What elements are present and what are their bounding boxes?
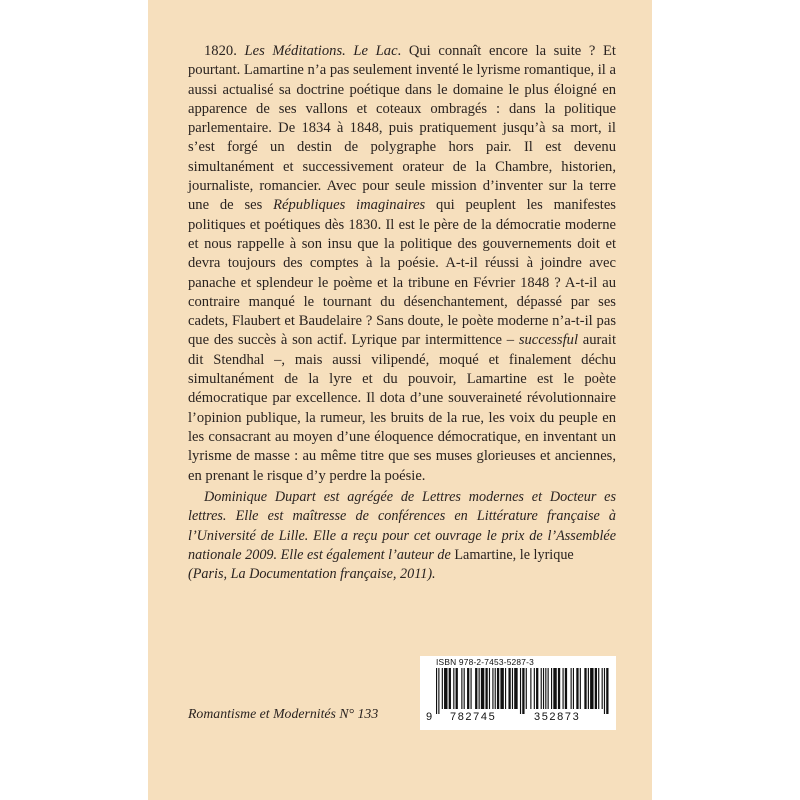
barcode-bar: [512, 668, 513, 709]
barcode-bar: [514, 668, 517, 709]
author-bio: [188, 488, 616, 584]
barcode-bar: [553, 668, 556, 709]
barcode-bar: [505, 668, 506, 709]
blurb-paragraph: [188, 42, 616, 486]
bio-italic-text: Dominique Dupart est agrégée de Lettres modernes et Docteur es lettres. Elle est maîtresse de conférences en Littérature française à l’Université de Lille. Elle a reçu pour cet ouvrage le prix de l’Assemblée nationale 2009. Elle est également l’auteur de: [188, 489, 616, 563]
barcode-bar: [475, 668, 477, 709]
barcode-bar: [497, 668, 499, 709]
blurb-body-1: . Qui connaît encore la suite ? Et pourtant. Lamartine n’a pas seulement inventé le lyrisme romantique, il a aussi actualisé sa doctrine poétique dans le domaine le plus éloigné en apparence de ses vallons et coteaux ombragés : dans la politique parlementaire. De 1834 à 1848, puis pratiquement jusqu’à sa mort, il s’est forgé un destin de polygraphe hors pair. Il est devenu simultanément et successivement orateur de la Chambre, historien, journaliste, romancier. Avec pour seule mission d’inventer sur la terre une de ses: [188, 43, 616, 214]
barcode-bar: [551, 668, 552, 709]
barcode-bar: [520, 668, 521, 714]
bio-book-title: Lamartine, le lyrique: [454, 546, 574, 563]
barcode-bar: [508, 668, 510, 709]
barcode-bar: [492, 668, 493, 709]
isbn-digits-right: 352873: [534, 711, 581, 723]
series-title: Romantisme et Modernités N° 133: [188, 706, 379, 721]
barcode-bar: [481, 668, 484, 709]
barcode-bar: [588, 668, 589, 709]
blurb-text: [188, 42, 616, 486]
barcode-bar: [464, 668, 465, 709]
barcode-bar: [541, 668, 542, 709]
blurb-body-2: qui peuplent les manifestes politiques et poétiques dès 1830. Il est le père de la démocratie moderne et nous rappelle à son insu que la politique des gouvernements doit et devra toujours des comptes à la poésie. A-t-il réussi à joindre avec panache et splendeur le poème et la tribune en Février 1848 ? A-t-il au contraire manqué le tournant du désenchantement, dépassé par ses cadets, Flaubert et Baudelaire ? Sans doute, le poète moderne n’a-t-il pas que des succès à son actif. Lyrique par intermittence –: [188, 197, 616, 349]
barcode-bar: [489, 668, 490, 709]
barcode-image: [434, 668, 610, 714]
barcode-bar: [495, 668, 496, 709]
barcode-bar: [606, 668, 608, 714]
barcode-bar: [500, 668, 503, 709]
barcode-bar: [598, 668, 599, 709]
barcode-bar: [563, 668, 564, 709]
barcode-bar: [590, 668, 593, 709]
barcode-bar: [453, 668, 454, 709]
barcode-bar: [543, 668, 544, 709]
blurb-italic-successful: successful: [518, 332, 579, 349]
blurb-title-italic: Les Méditations. Le Lac: [244, 43, 398, 59]
barcode-bar: [573, 668, 574, 709]
blurb-year: 1820.: [204, 43, 245, 59]
barcode-bar: [467, 668, 469, 709]
isbn-digits: [420, 711, 616, 725]
barcode-bar: [444, 668, 447, 709]
barcode-bar: [595, 668, 597, 709]
barcode-bar: [584, 668, 586, 709]
barcode-bar: [604, 668, 605, 714]
barcode-bar: [456, 668, 458, 709]
barcode-bar: [534, 668, 535, 709]
barcode-bar: [438, 668, 439, 714]
barcode-bar: [580, 668, 581, 709]
barcode-bar: [602, 668, 603, 709]
bio-publication-info: (Paris, La Documentation française, 2011).: [188, 566, 436, 583]
isbn-label: ISBN 978-2-7453-5287-3: [436, 657, 534, 667]
barcode-bar: [545, 668, 546, 709]
barcode-bar: [485, 668, 487, 709]
blurb-italic-republiques: Républiques imaginaires: [273, 197, 426, 214]
barcode-bar: [565, 668, 567, 709]
bio-paragraph: [188, 488, 616, 584]
barcode-bar: [526, 668, 527, 709]
barcode-bar: [461, 668, 462, 709]
barcode-bar: [522, 668, 524, 714]
barcode-bar: [576, 668, 578, 709]
barcode-bar: [471, 668, 472, 709]
barcode-bar: [536, 668, 538, 709]
isbn-digits-left: 782745: [450, 711, 497, 723]
barcode-bar: [558, 668, 560, 709]
barcode-bar: [548, 668, 549, 709]
isbn-digit-first: 9: [426, 711, 434, 723]
barcode-bar: [436, 668, 437, 714]
barcode-bar: [530, 668, 531, 709]
barcode-bar: [479, 668, 480, 709]
barcode-bar: [571, 668, 572, 709]
barcode-bar: [449, 668, 451, 709]
blurb-body-3: aurait dit Stendhal –, mais aussi vilipendé, moqué et finalement déchu simultanément de la lyre et du pouvoir, Lamartine est le poète démocratique par excellence. Il dota d’une souveraineté révolutionnaire l’opinion publique, la rumeur, les bruits de la rue, les voix du peuple en les consacrant au moyen d’une éloquence démocratique, en inventant un lyrisme de masse : au même titre que ses muses glorieuses et anciennes, en prenant le risque d’y perdre la poésie.: [188, 332, 616, 484]
barcode-bar: [442, 668, 443, 709]
